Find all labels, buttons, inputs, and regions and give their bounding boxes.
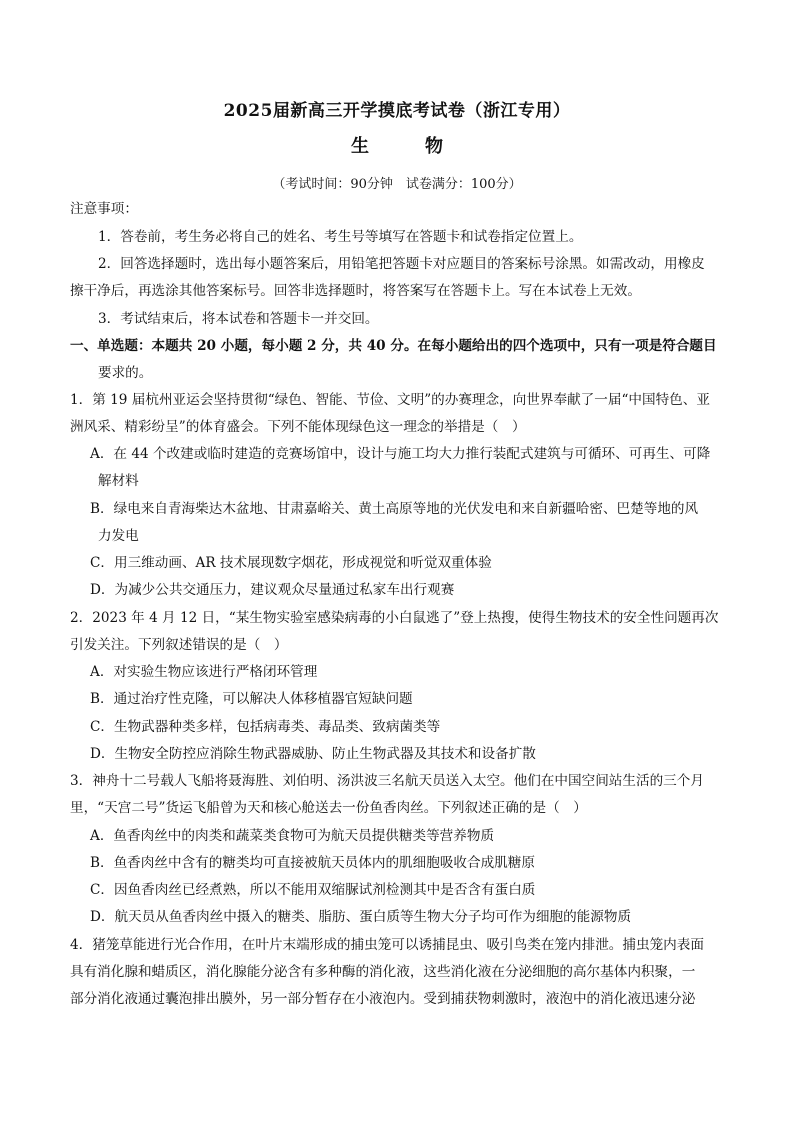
q3-stem-line1: 3．神舟十二号载人飞船将聂海胜、刘伯明、汤洪波三名航天员送入太空。他们在中国空间站生活的三个月 (70, 773, 704, 789)
q3-stem-line2: 里，“天宫二号”货运飞船曾为天和核心舱送去一份鱼香肉丝。下列叙述正确的是（ ） (70, 800, 587, 816)
q2-stem-line1: 2．2023 年 4 月 12 日，“某生物实验室感染病毒的小白鼠逃了”登上热搜，使得生物技术的安全性问题再次 (70, 610, 719, 626)
q1-stem-line1: 1．第 19 届杭州亚运会坚持贯彻“绿色、智能、节俭、文明”的办赛理念，向世界奉献了一届“中国特色、亚 (70, 392, 710, 408)
subject-title (0, 132, 794, 158)
q1-option-b-line2: 力发电 (98, 528, 139, 544)
q4-line3: 部分消化液通过囊泡排出膜外，另一部分暂存在小液泡内。受到捕获物刺激时，液泡中的消化液迅速分泌 (70, 991, 696, 1007)
section-label: 一、单选题 (70, 338, 138, 354)
q3-option-b: B．鱼香肉丝中含有的糖类均可直接被航天员体内的肌细胞吸收合成肌糖原 (90, 855, 535, 871)
q2-option-a: A．对实验生物应该进行严格闭环管理 (90, 664, 318, 680)
section-desc-b: 四个选项中 (512, 338, 581, 354)
q1-option-c: C．用三维动画、AR 技术展现数字烟花，形成视觉和听觉双重体验 (90, 555, 492, 571)
q3-option-a: A．鱼香肉丝中的肉类和蔬菜类食物可为航天员提供糖类等营养物质 (90, 828, 495, 844)
section-heading (70, 337, 717, 355)
q1-option-b-line1: B．绿电来自青海柴达木盆地、甘肃嘉峪关、黄土高原等地的光伏发电和来自新疆哈密、巴楚等地的风 (90, 501, 699, 517)
section-desc-c: ，只有一项是符合题目 (580, 338, 717, 354)
section-desc-line2: 要求的。 (98, 365, 153, 381)
exam-title: 2025届新高三开学摸底考试卷（浙江专用） (223, 101, 571, 121)
q1-option-a-line2: 解材料 (98, 473, 139, 489)
note-item-1: 1．答卷前，考生务必将自己的姓名、考生号等填写在答题卡和试卷指定位置上。 (98, 229, 583, 245)
subject-char-2: 物 (425, 136, 443, 157)
q4-line2: 具有消化腺和蜡质区，消化腺能分泌含有多种酶的消化液，这些消化液在分泌细胞的高尔基体内积聚，一 (70, 964, 696, 980)
q2-option-c: C．生物武器种类多样，包括病毒类、毒品类、致病菌类等 (90, 719, 441, 735)
note-item-2-line1: 2．回答选择题时，选出每小题答案后，用铅笔把答题卡对应题目的答案标号涂黑。如需改动，用橡皮 (98, 256, 705, 272)
section-desc-a: ：本题共 20 小题，每小题 2 分，共 40 分。在每小题给出的 (137, 338, 513, 354)
q4-line1: 4．猪笼草能进行光合作用，在叶片末端形成的捕虫笼可以诱捕昆虫、吸引鸟类在笼内排泄。捕虫笼内表面 (70, 937, 704, 953)
q1-option-a-line1: A．在 44 个改建或临时建造的竞赛场馆中，设计与施工均大力推行装配式建筑与可循环、可再生、可降 (90, 446, 711, 462)
subject-char-1: 生 (351, 136, 369, 157)
exam-info: （考试时间：90分钟 试卷满分：100分） (272, 177, 522, 192)
note-item-3: 3．考试结束后，将本试卷和答题卡一并交回。 (98, 311, 379, 327)
q2-option-d: D．生物安全防控应消除生物武器威胁、防止生物武器及其技术和设备扩散 (90, 746, 536, 762)
q2-option-b: B．通过治疗性克隆，可以解决人体移植器官短缺问题 (90, 691, 413, 707)
q2-stem-line2: 引发关注。下列叙述错误的是（ ） (70, 637, 288, 653)
note-item-2-line2: 擦干净后，再选涂其他答案标号。回答非选择题时，将答案写在答题卡上。写在本试卷上无效。 (70, 283, 641, 299)
q1-stem-line2: 洲风采、精彩纷呈”的体育盛会。下列不能体现绿色这一理念的举措是（ ） (70, 419, 526, 435)
notes-heading: 注意事项： (70, 201, 138, 217)
q3-option-c: C．因鱼香肉丝已经煮熟，所以不能用双缩脲试剂检测其中是否含有蛋白质 (90, 882, 536, 898)
q3-option-d: D．航天员从鱼香肉丝中摄入的糖类、脂肪、蛋白质等生物大分子均可作为细胞的能源物质 (90, 909, 632, 925)
q1-option-d: D．为减少公共交通压力，建议观众尽量通过私家车出行观赛 (90, 582, 455, 598)
